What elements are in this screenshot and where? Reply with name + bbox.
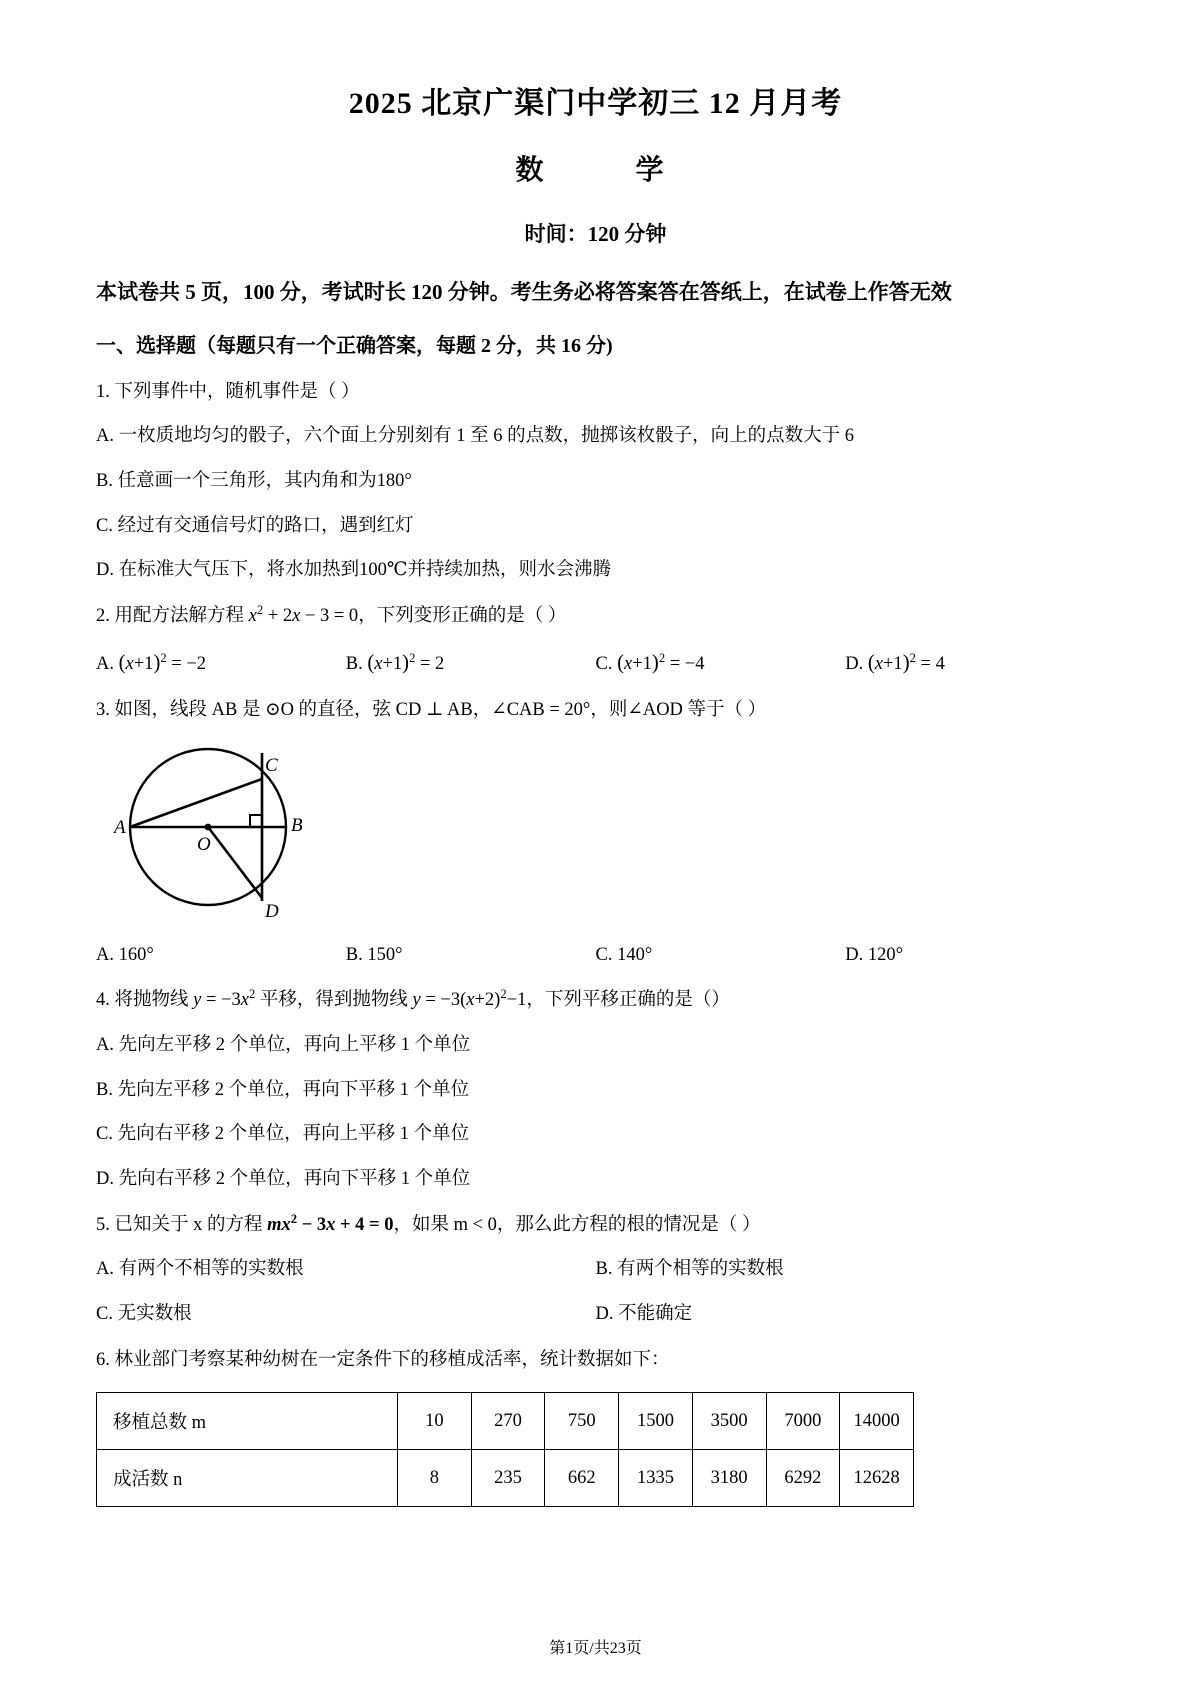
page-number: 第1页/共23页 bbox=[549, 1640, 642, 1657]
exam-duration: 时间：120 分钟 bbox=[524, 221, 667, 246]
question-5-option-b: B. 有两个相等的实数根 bbox=[595, 1259, 784, 1280]
question-5-option-c: C. 无实数根 bbox=[96, 1303, 192, 1324]
table-row-head-survived: 成活数 n bbox=[97, 1450, 398, 1507]
question-3-option-a: A. 160° bbox=[96, 944, 154, 965]
question-1-text: 下列事件中，随机事件是（ ） bbox=[114, 381, 360, 402]
question-5-text-2: ，如果 m < 0，那么此方程的根的情况是（ ） bbox=[393, 1214, 761, 1235]
question-2-options bbox=[96, 631, 1095, 679]
question-2-number: 2. bbox=[96, 606, 110, 627]
table-cell: 6292 bbox=[766, 1450, 840, 1507]
question-5-stem bbox=[96, 1194, 1095, 1240]
exam-notice: 本试卷共 5 页，100 分，考试时长 120 分钟。考生务必将答案答在答纸上，在试卷上作答无效 bbox=[96, 279, 952, 304]
question-1-option-b: B. 任意画一个三角形，其内角和为180° bbox=[96, 471, 412, 492]
table-cell: 10 bbox=[398, 1393, 472, 1450]
label-a: A bbox=[114, 816, 126, 838]
question-6-stem bbox=[96, 1329, 1095, 1375]
page-footer bbox=[0, 1635, 1191, 1658]
question-4-equation-1: $y = -3x^2$ bbox=[193, 987, 256, 1011]
question-1-stem bbox=[96, 361, 1095, 407]
question-3-figure bbox=[96, 725, 1095, 925]
question-2-equation: $x^2 + 2x - 3 = 0$ bbox=[248, 603, 359, 627]
question-3-option-b: B. 150° bbox=[345, 944, 403, 965]
center-point-o bbox=[205, 823, 212, 830]
question-4-stem bbox=[96, 969, 1095, 1015]
question-5-equation: $mx^2 - 3x + 4 = 0$ bbox=[267, 1211, 394, 1235]
table-cell: 14000 bbox=[840, 1393, 914, 1450]
question-4-option-d: D. 先向右平移 2 个单位，再向下平移 1 个单位 bbox=[96, 1168, 471, 1189]
table-cell: 12628 bbox=[840, 1450, 914, 1507]
question-1-number: 1. bbox=[96, 381, 110, 402]
question-5-option-d: D. 不能确定 bbox=[595, 1303, 693, 1324]
question-2-stem bbox=[96, 585, 1095, 631]
table-cell: 750 bbox=[545, 1393, 619, 1450]
question-1-option-a: A. 一枚质地均匀的骰子，六个面上分别刻有 1 至 6 的点数，抛掷该枚骰子，向上的点数大于 6 bbox=[96, 426, 854, 447]
page-title: 2025 北京广渠门中学初三 12 月月考 bbox=[348, 87, 843, 120]
question-2-option-c: C. $(x+1)^2 = -4$ bbox=[595, 650, 705, 674]
question-5-text-1: 已知关于 x 的方程 bbox=[114, 1214, 268, 1235]
question-4-option-c: C. 先向右平移 2 个单位，再向上平移 1 个单位 bbox=[96, 1124, 470, 1145]
question-2-option-b: B. $(x+1)^2 = 2$ bbox=[345, 650, 445, 674]
question-2-text-prefix: 用配方法解方程 bbox=[114, 606, 245, 627]
question-3-text: 如图，线段 AB 是 ⊙O 的直径，弦 CD ⊥ AB，∠CAB = 20°，则∠AOD 等于（ ） bbox=[114, 699, 767, 720]
question-5-options-row-1 bbox=[96, 1239, 1095, 1284]
question-2-option-a: A. $(x+1)^2 = -2$ bbox=[96, 650, 207, 674]
question-4-option-a: A. 先向左平移 2 个单位，再向上平移 1 个单位 bbox=[96, 1034, 471, 1055]
table-cell: 7000 bbox=[766, 1393, 840, 1450]
circle-diagram bbox=[110, 735, 340, 920]
question-3-stem bbox=[96, 679, 1095, 725]
label-c: C bbox=[265, 754, 278, 776]
question-4-number: 4. bbox=[96, 990, 110, 1011]
question-5-number: 5. bbox=[96, 1214, 110, 1235]
table-row bbox=[97, 1393, 914, 1450]
question-4-equation-2: $y = -3(x+2)^2-1$ bbox=[412, 987, 527, 1011]
table-row bbox=[97, 1450, 914, 1507]
segment-ac bbox=[130, 779, 262, 827]
subject-title: 数 学 bbox=[515, 155, 676, 186]
label-b: B bbox=[291, 814, 303, 836]
right-angle-mark bbox=[250, 815, 262, 827]
table-cell: 1500 bbox=[619, 1393, 693, 1450]
question-3-option-d: D. 120° bbox=[845, 944, 904, 965]
table-cell: 1335 bbox=[619, 1450, 693, 1507]
table-cell: 3180 bbox=[692, 1450, 766, 1507]
table-cell: 235 bbox=[471, 1450, 545, 1507]
table-cell: 270 bbox=[471, 1393, 545, 1450]
segment-od bbox=[208, 827, 262, 898]
section-heading-choice: 一、选择题（每题只有一个正确答案，每题 2 分，共 16 分) bbox=[96, 334, 613, 357]
question-3-option-c: C. 140° bbox=[595, 944, 653, 965]
question-3-options bbox=[96, 925, 1095, 970]
question-4-text-2: 平移，得到抛物线 bbox=[255, 990, 413, 1011]
question-5-option-a: A. 有两个不相等的实数根 bbox=[96, 1259, 304, 1280]
question-2-option-d: D. $(x+1)^2 = 4$ bbox=[845, 650, 945, 674]
question-1-option-c: C. 经过有交通信号灯的路口，遇到红灯 bbox=[96, 515, 414, 536]
table-row-head-total: 移植总数 m bbox=[97, 1393, 398, 1450]
question-4-text-1: 将抛物线 bbox=[114, 990, 194, 1011]
survival-rate-table bbox=[96, 1392, 914, 1507]
question-4-option-b: B. 先向左平移 2 个单位，再向下平移 1 个单位 bbox=[96, 1079, 470, 1100]
question-1-option-d: D. 在标准大气压下，将水加热到100℃并持续加热，则水会沸腾 bbox=[96, 560, 612, 581]
table-cell: 3500 bbox=[692, 1393, 766, 1450]
question-6-number: 6. bbox=[96, 1349, 110, 1370]
label-d: D bbox=[265, 900, 279, 920]
question-3-number: 3. bbox=[96, 699, 110, 720]
table-cell: 662 bbox=[545, 1450, 619, 1507]
question-2-text-suffix: ，下列变形正确的是（ ） bbox=[358, 606, 567, 627]
table-cell: 8 bbox=[398, 1450, 472, 1507]
label-o: O bbox=[197, 833, 211, 855]
question-5-options-row-2 bbox=[96, 1284, 1095, 1329]
question-4-text-3: ，下列平移正确的是（） bbox=[526, 990, 730, 1011]
question-6-text: 林业部门考察某种幼树在一定条件下的移植成活率，统计数据如下： bbox=[114, 1349, 670, 1370]
